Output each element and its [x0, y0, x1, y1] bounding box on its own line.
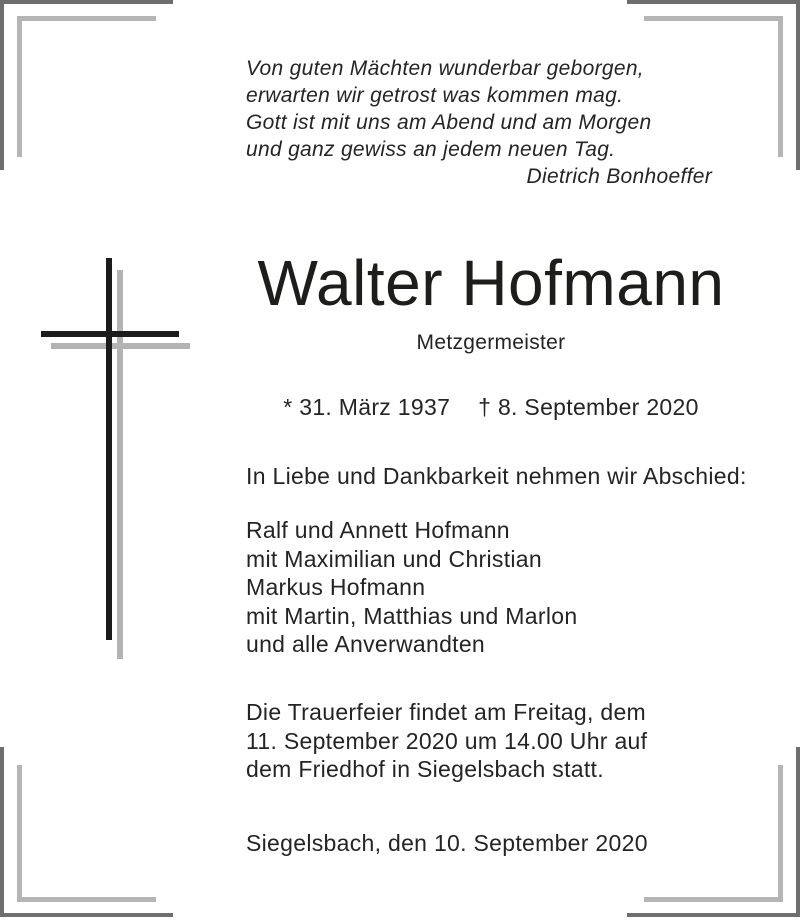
cross-vertical-bar	[106, 258, 112, 640]
funeral-info-block	[246, 698, 647, 784]
poem-line: Von guten Mächten wunderbar geborgen,	[246, 57, 644, 80]
frame-corner-top-left-inner	[17, 16, 156, 157]
cross-shadow-horizontal-bar	[51, 343, 190, 349]
farewell-line: In Liebe und Dankbarkeit nehmen wir Abschied:	[246, 463, 747, 489]
profession: Metzgermeister	[416, 331, 566, 354]
poem-line: erwarten wir getrost was kommen mag.	[246, 84, 624, 107]
deceased-name: Walter Hofmann	[257, 247, 725, 319]
funeral-line: 11. September 2020 um 14.00 Uhr auf	[246, 727, 648, 754]
frame-corner-bottom-right-inner	[644, 765, 783, 902]
family-line: und alle Anverwandten	[246, 631, 486, 657]
funeral-line: Die Trauerfeier findet am Freitag, dem	[246, 699, 647, 725]
death-date: † 8. September 2020	[478, 394, 699, 420]
family-block	[246, 516, 577, 659]
poem-author: Dietrich Bonhoeffer	[526, 165, 712, 188]
family-line: Markus Hofmann	[246, 574, 426, 600]
place-date-line: Siegelsbach, den 10. September 2020	[246, 830, 648, 856]
family-line: Ralf und Annett Hofmann	[246, 517, 510, 543]
cross-shadow-vertical-bar	[117, 270, 123, 659]
frame-corner-bottom-left-inner	[17, 765, 156, 902]
cross-horizontal-bar	[41, 331, 179, 337]
funeral-line: dem Friedhof in Siegelsbach statt.	[246, 756, 604, 782]
poem-line: Gott ist mit uns am Abend und am Morgen	[246, 111, 652, 134]
birth-date: * 31. März 1937	[283, 394, 451, 420]
life-dates	[246, 394, 736, 420]
family-line: mit Maximilian und Christian	[246, 545, 542, 572]
poem-block	[246, 55, 712, 190]
poem-line: und ganz gewiss an jedem neuen Tag.	[246, 138, 616, 161]
family-line: mit Martin, Matthias und Marlon	[246, 602, 578, 629]
